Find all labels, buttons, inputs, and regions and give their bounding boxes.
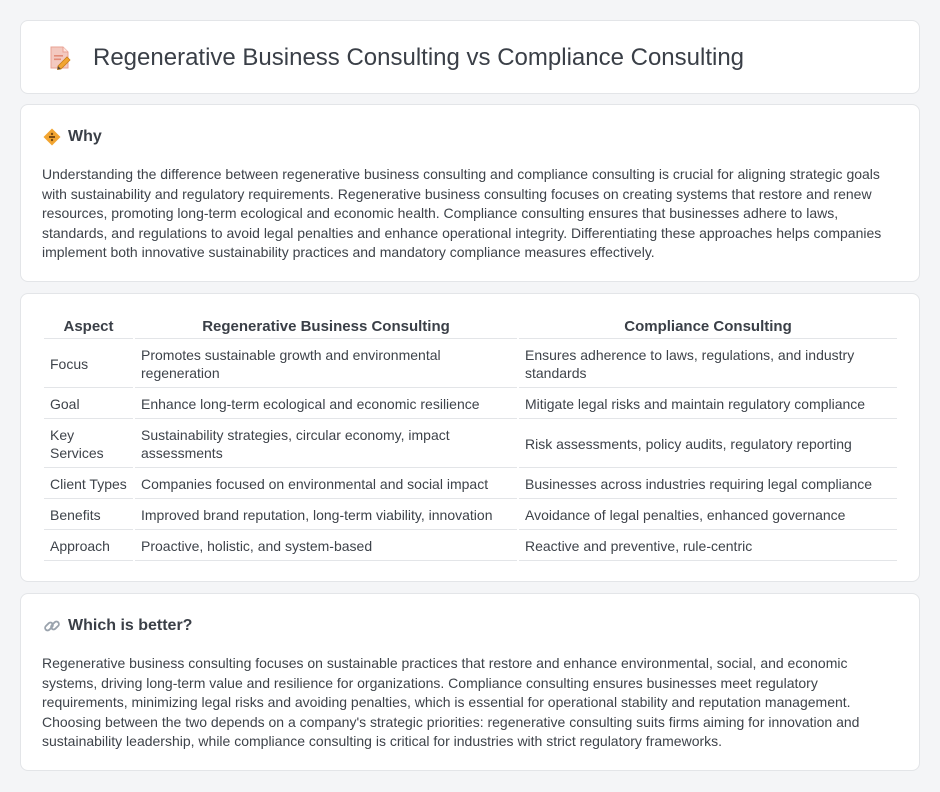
which-better-section (20, 593, 920, 771)
row-aspect: Focus (44, 339, 133, 388)
row-regenerative: Companies focused on environmental and social impact (135, 468, 517, 499)
link-icon (43, 617, 61, 635)
table-row (44, 419, 897, 468)
row-compliance: Reactive and preventive, rule-centric (519, 530, 897, 561)
table-row (44, 468, 897, 499)
table-row (44, 499, 897, 530)
row-regenerative: Sustainability strategies, circular economy, impact assessments (135, 419, 517, 468)
comparison-table (42, 312, 899, 561)
comparison-section (20, 293, 920, 582)
table-row (44, 388, 897, 419)
why-title: Why (68, 128, 102, 145)
why-section (20, 104, 920, 282)
better-header (43, 616, 192, 636)
row-compliance: Mitigate legal risks and maintain regulatory compliance (519, 388, 897, 419)
pencil-document-icon (47, 45, 73, 71)
row-regenerative: Enhance long-term ecological and economic resilience (135, 388, 517, 419)
row-aspect: Approach (44, 530, 133, 561)
why-text: Understanding the difference between regenerative business consulting and compliance consulting is crucial for aligning strategic goals with sustainability and regulatory requirements. Regenerative business consulting focuses on creating systems that restore and renew resources, promoting long-term ecological and economic health. Compliance consulting ensures that businesses adhere to laws, standards, and regulations to avoid legal penalties and enhance operational integrity. Differentiating these approaches helps companies implement both innovative sustainability practices and mandatory compliance measures effectively. (42, 166, 882, 260)
row-aspect: Goal (44, 388, 133, 419)
better-text: Regenerative business consulting focuses on sustainable practices that restore and enhance environmental, social, and economic systems, driving long-term value and resilience for organizations. Compliance consulting ensures businesses meet regulatory requirements, minimizing legal risks and avoiding penalties, which is essential for operational stability and reputation management. Choosing between the two depends on a company's strategic priorities: regenerative consulting suits firms aiming for innovation and sustainability leadership, while compliance consulting is critical for industries with strict regulatory frameworks. (42, 655, 860, 749)
title-card (20, 20, 920, 94)
row-aspect: Client Types (44, 468, 133, 499)
table-row (44, 339, 897, 388)
page-title: Regenerative Business Consulting vs Compliance Consulting (93, 44, 745, 71)
row-regenerative: Promotes sustainable growth and environmental regeneration (135, 339, 517, 388)
row-compliance: Businesses across industries requiring legal compliance (519, 468, 897, 499)
header-compliance: Compliance Consulting (519, 312, 897, 339)
row-aspect: Key Services (44, 419, 133, 468)
diamond-sign-icon (43, 128, 61, 146)
better-title: Which is better? (68, 617, 193, 634)
header-aspect: Aspect (44, 312, 133, 339)
why-header (43, 127, 102, 147)
title-row (47, 43, 744, 73)
header-regenerative: Regenerative Business Consulting (135, 312, 517, 339)
row-regenerative: Proactive, holistic, and system-based (135, 530, 517, 561)
row-aspect: Benefits (44, 499, 133, 530)
table-row (44, 530, 897, 561)
row-regenerative: Improved brand reputation, long-term viability, innovation (135, 499, 517, 530)
table-header-row (44, 312, 897, 339)
row-compliance: Risk assessments, policy audits, regulatory reporting (519, 419, 897, 468)
row-compliance: Ensures adherence to laws, regulations, and industry standards (519, 339, 897, 388)
row-compliance: Avoidance of legal penalties, enhanced governance (519, 499, 897, 530)
